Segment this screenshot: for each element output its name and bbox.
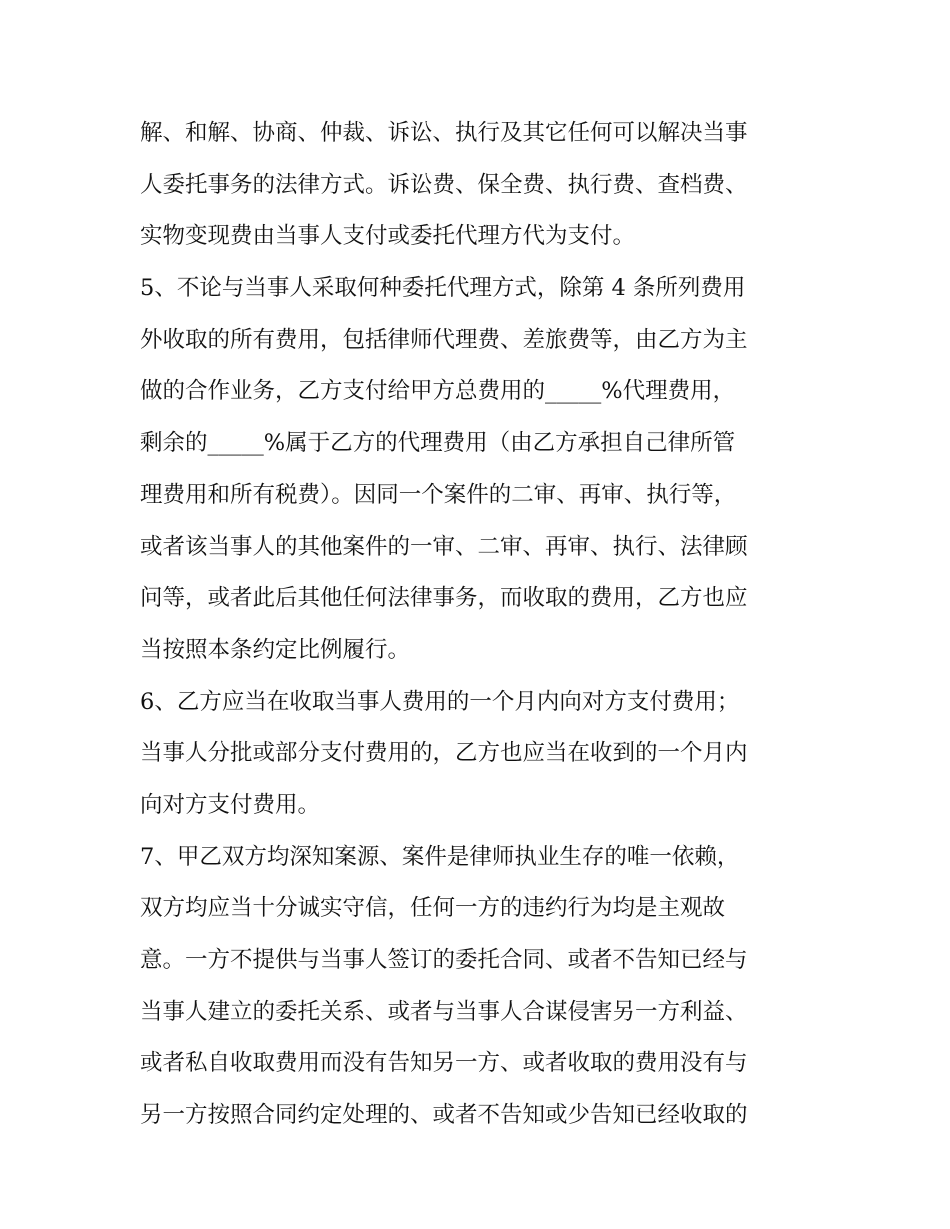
text-line: 实物变现费由当事人支付或委托代理方代为支付。 bbox=[140, 223, 636, 250]
text-line: 解、和解、协商、仲裁、诉讼、执行及其它任何可以解决当事 bbox=[140, 120, 748, 146]
text-line: 人委托事务的法律方式。诉讼费、保全费、执行费、查档费、 bbox=[140, 171, 748, 198]
text-line: 理费用和所有税费）。因同一个案件的二审、再审、执行等， bbox=[140, 481, 737, 508]
text-line: 或者私自收取费用而没有告知另一方、或者收取的费用没有与 bbox=[140, 1050, 748, 1077]
text-line: 做的合作业务，乙方支付给甲方总费用的_____%代理费用， bbox=[140, 378, 736, 405]
text-line: 当事人建立的委托关系、或者与当事人合谋侵害另一方利益、 bbox=[140, 998, 748, 1025]
document-body bbox=[140, 108, 820, 1142]
clause-6-line: 6、乙方应当在收取当事人费用的一个月内向对方支付费用； bbox=[140, 688, 740, 715]
text-line: 意。一方不提供与当事人签订的委托合同、或者不告知已经与 bbox=[140, 947, 748, 973]
text-line: 当事人分批或部分支付费用的，乙方也应当在收到的一个月内 bbox=[140, 740, 748, 767]
clause-5-line: 5、不论与当事人采取何种委托代理方式，除第 4 条所列费用 bbox=[140, 275, 746, 302]
text-line: 向对方支付费用。 bbox=[140, 791, 321, 818]
text-line: 外收取的所有费用，包括律师代理费、差旅费等，由乙方为主 bbox=[140, 326, 748, 353]
clause-7-line: 7、甲乙双方均深知案源、案件是律师执业生存的唯一依赖， bbox=[140, 843, 740, 870]
text-line: 问等，或者此后其他任何法律事务，而收取的费用，乙方也应 bbox=[140, 585, 748, 612]
text-line: 另一方按照合同约定处理的、或者不告知或少告知已经收取的 bbox=[140, 1102, 748, 1129]
text-line: 当按照本条约定比例履行。 bbox=[140, 636, 411, 663]
text-line: 双方均应当十分诚实守信，任何一方的违约行为均是主观故 bbox=[140, 895, 726, 922]
text-line: 剩余的_____%属于乙方的代理费用（由乙方承担自己律所管 bbox=[140, 430, 736, 457]
text-line: 或者该当事人的其他案件的一审、二审、再审、执行、法律顾 bbox=[140, 533, 748, 560]
